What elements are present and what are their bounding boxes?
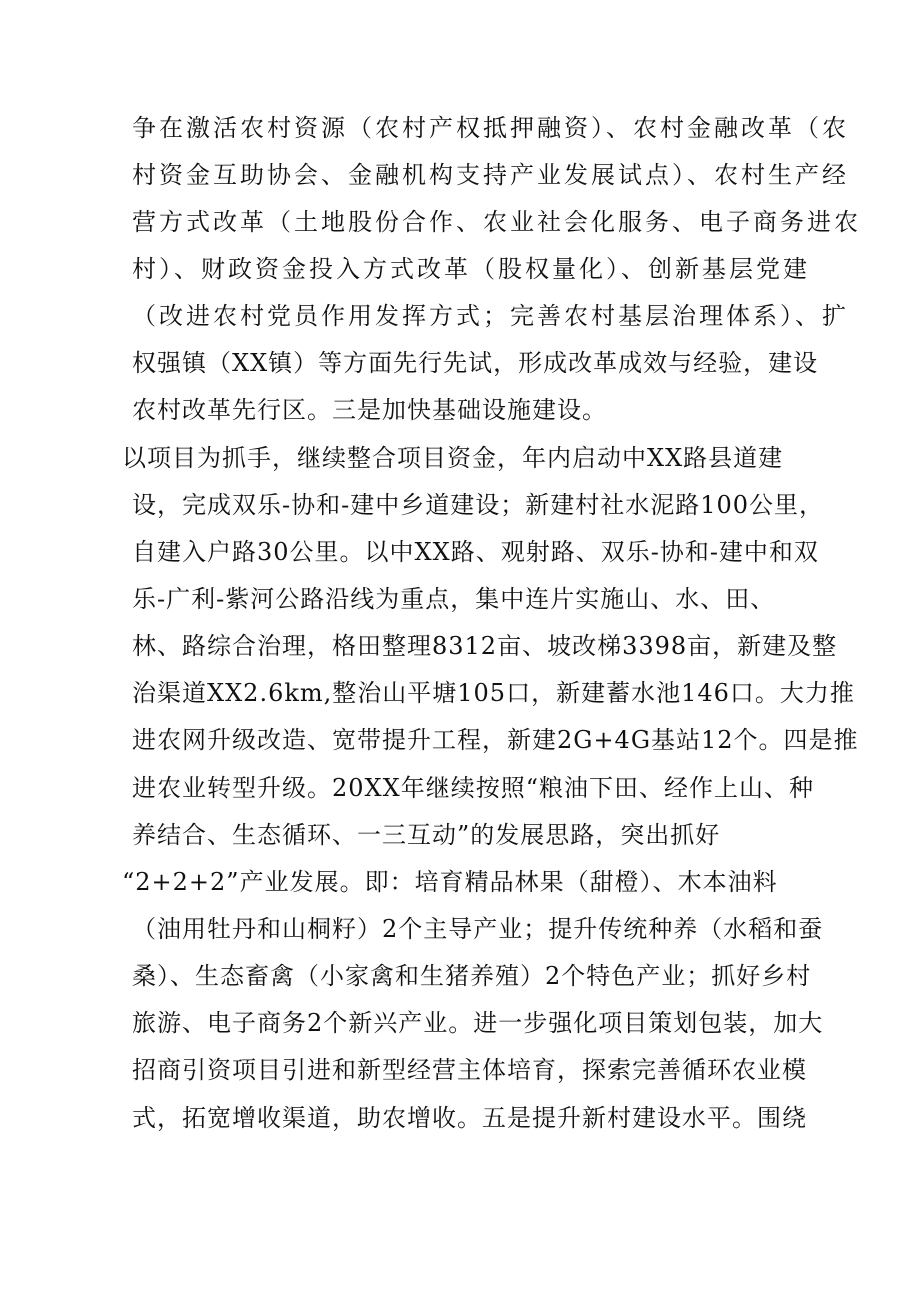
text-line: 林、路综合治理，格田整理8312亩、坡改梯3398亩，新建及整 — [132, 632, 838, 660]
text-line: 治渠道XX2.6km,整治山平塘105口，新建蓄水池146口。大力推 — [132, 679, 855, 707]
text-line: 式，拓宽增收渠道，助农增收。五是提升新村建设水平。围绕 — [132, 1104, 807, 1132]
text-line: “2+2+2”产业发展。即：培育精品林果（甜橙）、木本油料 — [122, 868, 778, 896]
text-line: （改进农村党员作用发挥方式；完善农村基层治理体系）、扩 — [132, 302, 849, 330]
text-line: 养结合、生态循环、一三互动”的发展思路，突出抓好 — [132, 821, 721, 849]
text-line: 进农网升级改造、宽带提升工程，新建2G+4G基站12个。四是推 — [132, 726, 859, 754]
text-line: 争在激活农村资源（农村产权抵押融资）、农村金融改革（农 — [132, 114, 849, 142]
text-line: 村）、财政资金投入方式改革（股权量化）、创新基层党建 — [132, 255, 810, 283]
text-line: 营方式改革（土地股份合作、农业社会化服务、电子商务进农 — [132, 208, 861, 236]
text-line: 进农业转型升级。20XX年继续按照“粮油下田、经作上山、种 — [132, 774, 814, 802]
text-line: 村资金互助协会、金融机构支持产业发展试点）、农村生产经 — [132, 161, 849, 189]
text-line: 农村改革先行区。三是加快基础设施建设。 — [132, 396, 607, 424]
text-line: 以项目为抓手，继续整合项目资金，年内启动中XX路县道建 — [122, 444, 784, 472]
text-line: 桑）、生态畜禽（小家禽和生猪养殖）2个特色产业；抓好乡村 — [132, 962, 812, 990]
text-line: （油用牡丹和山桐籽）2个主导产业；提升传统种养（水稻和蚕 — [132, 915, 824, 943]
text-line: 乐-广利-紫河公路沿线为重点，集中连片实施山、水、田、 — [132, 585, 776, 613]
text-line: 设，完成双乐-协和-建中乡道建设；新建村社水泥路100公里， — [132, 491, 825, 519]
text-line: 招商引资项目引进和新型经营主体培育，探索完善循环农业模 — [132, 1056, 807, 1084]
text-line: 旅游、电子商务2个新兴产业。进一步强化项目策划包装，加大 — [132, 1009, 824, 1037]
text-line: 自建入户路30公里。以中XX路、观射路、双乐-协和-建中和双 — [132, 538, 819, 566]
text-line: 权强镇（XX镇）等方面先行先试，形成改革成效与经验，建设 — [132, 349, 819, 377]
